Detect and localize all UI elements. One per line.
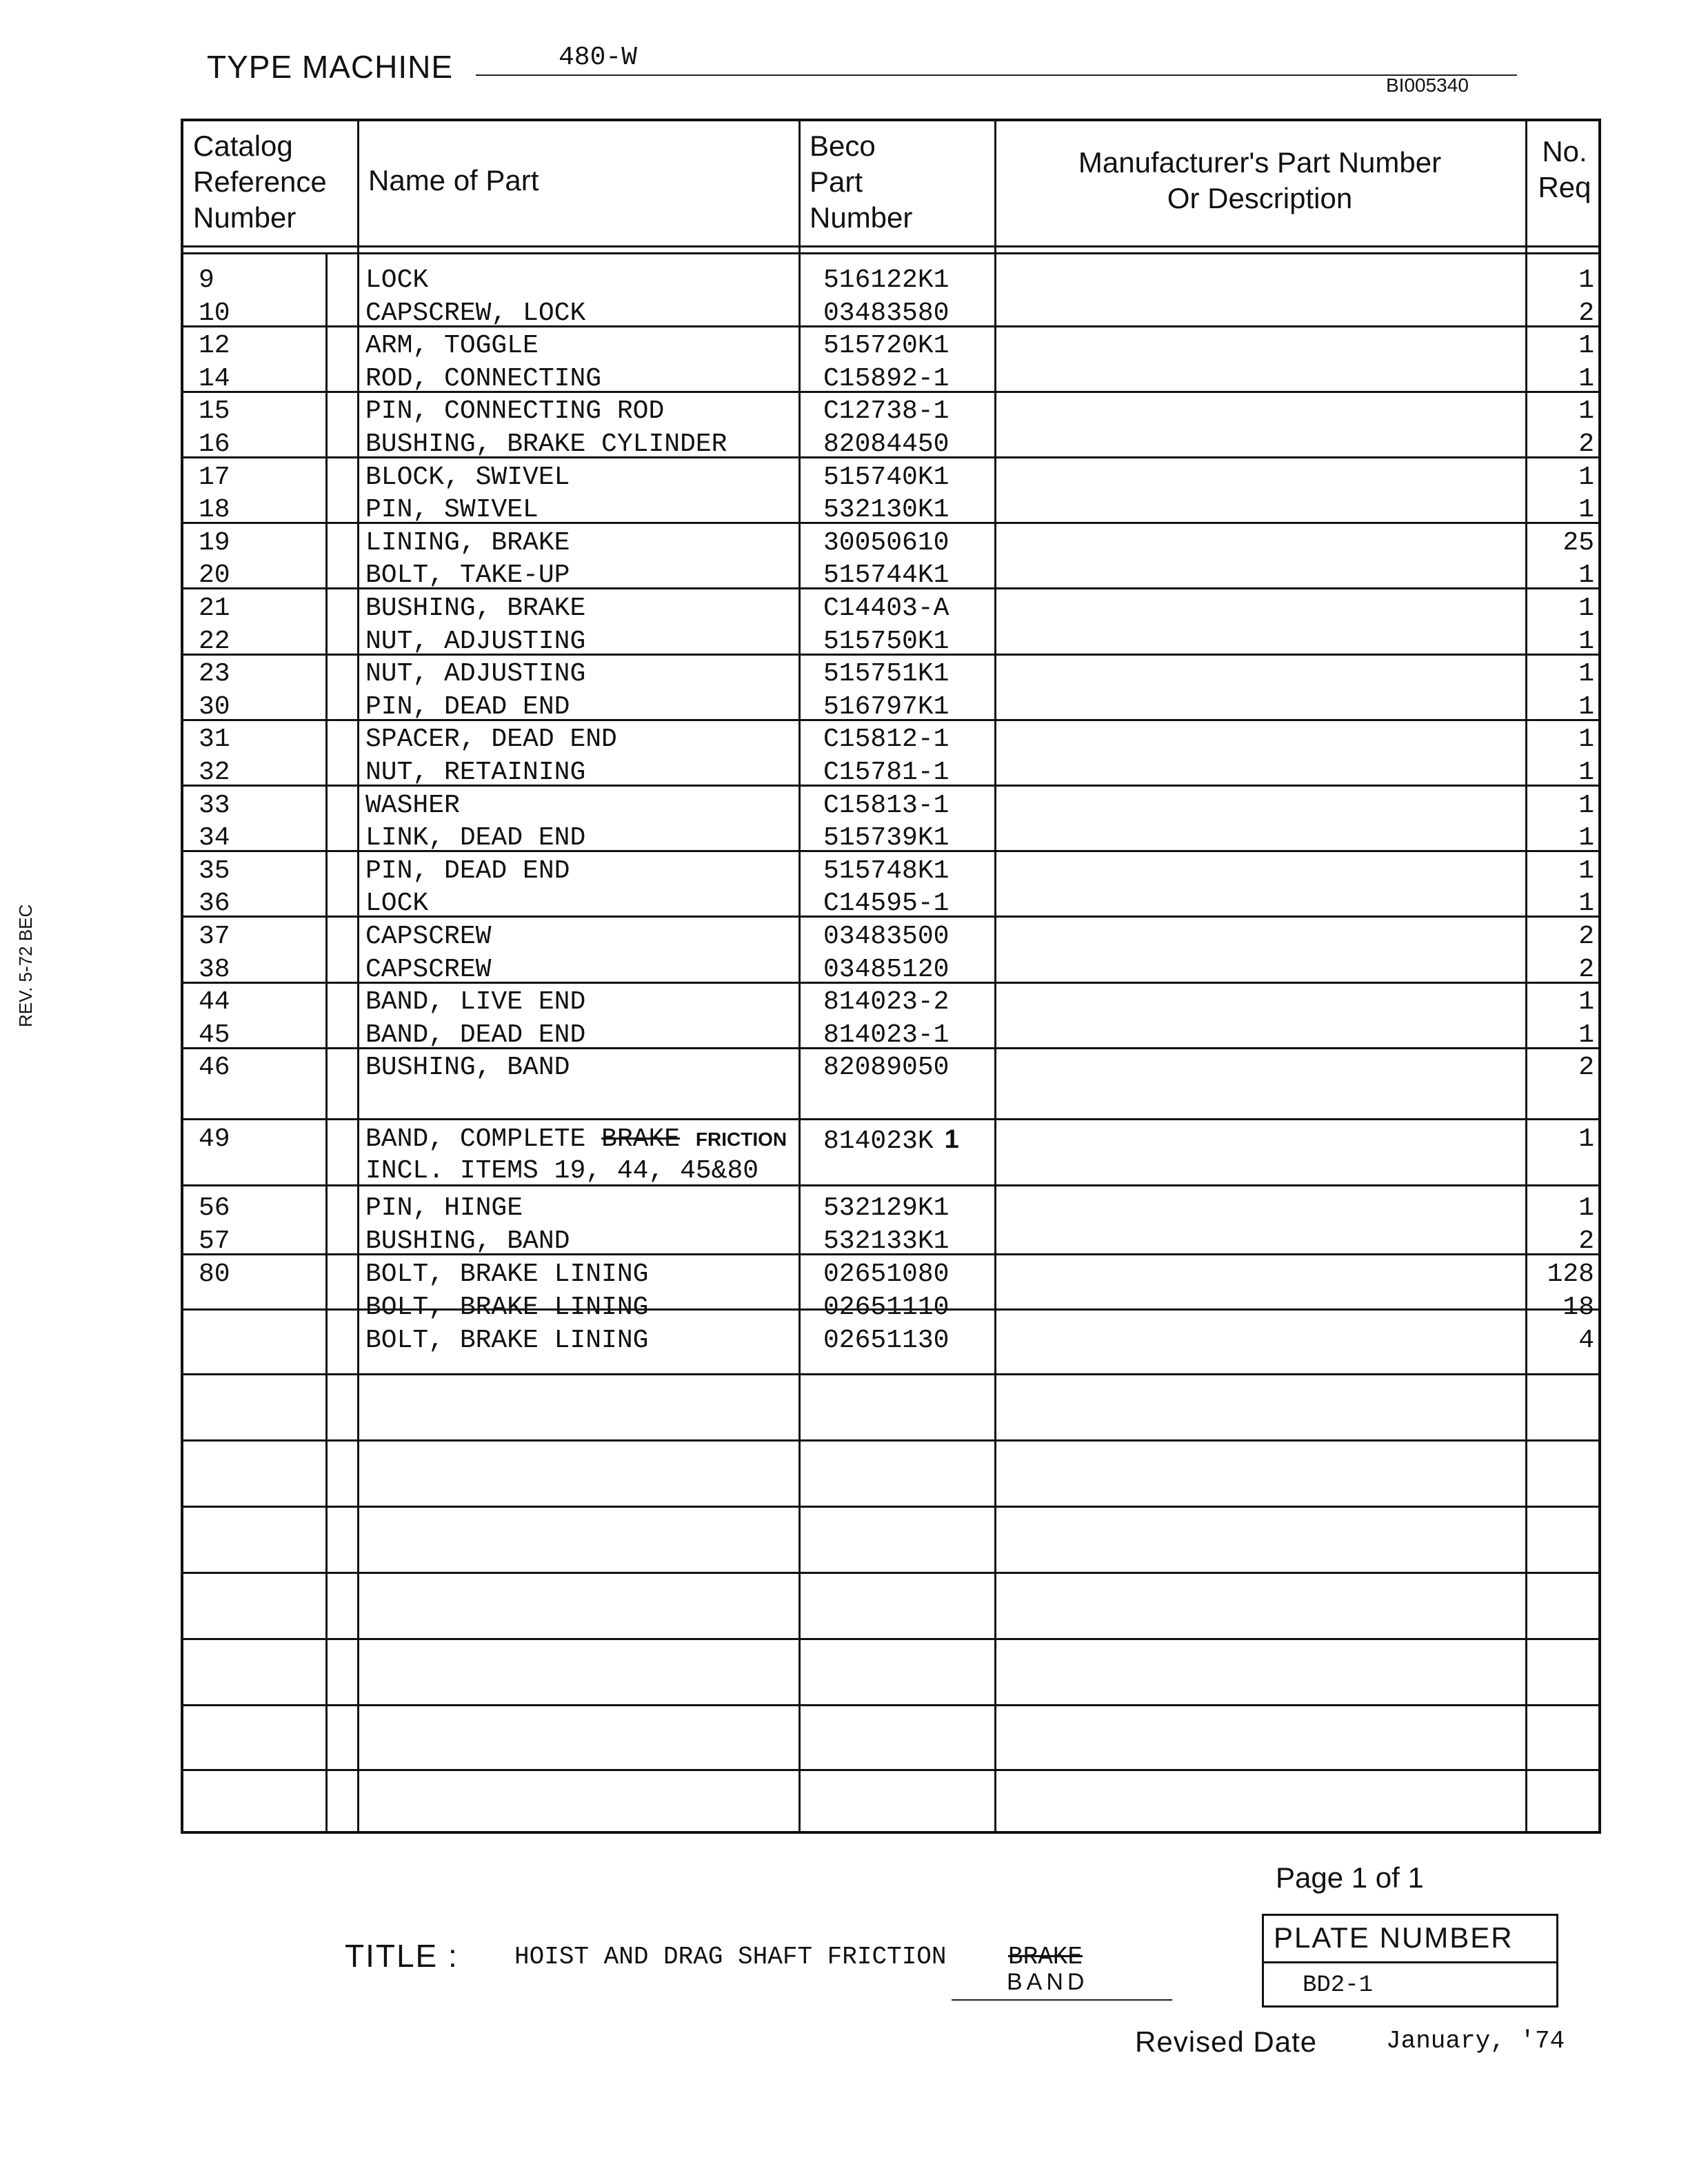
column-divider [798, 121, 801, 1831]
qty: 2 [1578, 922, 1594, 951]
part-name-line2: INCL. ITEMS 19, 44, 45&80 [365, 1156, 759, 1186]
part-name: LINK, DEAD END [365, 823, 586, 853]
ref-number: 80 [199, 1260, 230, 1289]
plate-divider [1264, 1961, 1556, 1963]
title-value: HOIST AND DRAG SHAFT FRICTION [514, 1943, 947, 1971]
qty: 1 [1578, 1193, 1594, 1223]
part-name: LINING, BRAKE [365, 527, 570, 558]
part-name: PIN, HINGE [365, 1193, 523, 1223]
part-name: BUSHING, BRAKE CYLINDER [365, 429, 727, 459]
row-rule [183, 522, 1598, 524]
qty: 2 [1578, 1226, 1594, 1256]
row-rule [183, 1308, 1598, 1311]
margin-revision-note: REV. 5-72 BEC [15, 904, 36, 1027]
title-handwritten-correction: BAND [1007, 1969, 1089, 1995]
column-divider [1525, 121, 1527, 1831]
ref-number: 10 [199, 298, 230, 328]
part-number: C15892-1 [823, 363, 950, 394]
ref-number: 49 [199, 1124, 230, 1154]
part-name: CAPSCREW [365, 954, 492, 984]
ref-number: 14 [199, 363, 230, 394]
part-number: 515739K1 [823, 823, 950, 853]
column-divider [325, 252, 328, 1831]
row-rule [183, 1704, 1598, 1706]
row-rule [183, 1253, 1598, 1255]
ref-number: 31 [199, 725, 230, 755]
part-number: 814023-1 [823, 1020, 950, 1050]
qty: 1 [1578, 396, 1594, 427]
qty: 1 [1578, 265, 1594, 295]
qty: 1 [1578, 1124, 1594, 1154]
qty: 2 [1578, 954, 1594, 984]
part-number: 515750K1 [823, 626, 950, 656]
part-number: 82084450 [823, 429, 950, 459]
row-rule [183, 654, 1598, 656]
row-rule [183, 1118, 1598, 1120]
title-struck-word: BRAKE [1008, 1943, 1083, 1971]
qty: 1 [1578, 987, 1594, 1018]
qty: 4 [1578, 1326, 1594, 1355]
part-name: BAND, LIVE END [365, 987, 586, 1018]
row-rule [183, 325, 1598, 327]
plate-number-label: PLATE NUMBER [1274, 1921, 1514, 1954]
part-number: 814023-2 [823, 987, 950, 1018]
header-rule [183, 245, 1598, 247]
part-number: 02651080 [823, 1260, 950, 1289]
title-underline [952, 1999, 1172, 2001]
header-rule [183, 252, 1598, 254]
ref-number: 32 [199, 758, 230, 787]
parts-table [181, 119, 1601, 1834]
qty: 128 [1547, 1260, 1594, 1289]
part-number: 03483500 [823, 922, 950, 951]
row-rule [183, 719, 1598, 721]
part-name: PIN, SWIVEL [365, 495, 539, 525]
column-divider [994, 121, 996, 1831]
ref-number: 9 [199, 265, 214, 295]
part-name: BOLT, BRAKE LINING [365, 1260, 649, 1289]
handwritten-correction: FRICTION [695, 1129, 787, 1150]
header-beco: Beco Part Number [810, 130, 913, 234]
part-number: 82089050 [823, 1053, 950, 1083]
qty: 1 [1578, 626, 1594, 656]
qty: 1 [1578, 691, 1594, 722]
part-name: BUSHING, BAND [365, 1226, 570, 1256]
ref-number: 44 [199, 987, 230, 1018]
row-rule [183, 456, 1598, 458]
part-number: C15781-1 [823, 758, 950, 787]
part-number: 03485120 [823, 954, 950, 984]
part-name: CAPSCREW [365, 922, 492, 951]
ref-number: 35 [199, 856, 230, 886]
row-rule [183, 1572, 1598, 1574]
ref-number: 20 [199, 560, 230, 591]
part-number: C12738-1 [823, 396, 950, 427]
header-qty: No. Req [1538, 135, 1591, 203]
part-number: 814023K 1 [823, 1125, 959, 1156]
row-rule [183, 1047, 1598, 1049]
header-manufacturer: Manufacturer's Part Number Or Description [1078, 146, 1442, 214]
part-name: WASHER [365, 790, 460, 820]
ref-number: 34 [199, 823, 230, 853]
row-rule [183, 1638, 1598, 1640]
qty: 2 [1578, 1053, 1594, 1083]
plate-number-box [1262, 1914, 1558, 2008]
part-number: 516797K1 [823, 691, 950, 722]
qty: 1 [1578, 725, 1594, 755]
ref-number: 38 [199, 954, 230, 984]
qty: 18 [1563, 1293, 1594, 1322]
part-name: BUSHING, BRAKE [365, 594, 586, 623]
type-machine-value: 480-W [559, 43, 638, 72]
ref-number: 46 [199, 1053, 230, 1083]
ref-number: 17 [199, 462, 230, 492]
ref-number: 21 [199, 594, 230, 623]
part-name: NUT, RETAINING [365, 758, 586, 787]
row-rule [183, 916, 1598, 918]
part-name: BAND, COMPLETE BRAKE FRICTION [365, 1124, 787, 1154]
revised-date-label: Revised Date [1135, 2025, 1318, 2058]
part-number: 515720K1 [823, 331, 950, 361]
row-rule [183, 1439, 1598, 1442]
row-rule [183, 391, 1598, 393]
ref-number: 37 [199, 922, 230, 951]
part-name: BAND, DEAD END [365, 1020, 586, 1050]
part-name: BOLT, TAKE-UP [365, 560, 570, 591]
ref-number: 18 [199, 495, 230, 525]
header-name: Name of Part [368, 164, 539, 196]
part-number: 30050610 [823, 527, 950, 558]
plate-number-value: BD2-1 [1303, 1972, 1374, 1999]
column-divider [357, 121, 359, 1831]
title-label: TITLE : [345, 1938, 459, 1974]
part-number: 515748K1 [823, 856, 950, 886]
ref-number: 23 [199, 659, 230, 689]
type-machine-underline [476, 74, 1517, 76]
part-name: PIN, CONNECTING ROD [365, 396, 665, 427]
qty: 1 [1578, 495, 1594, 525]
qty: 1 [1578, 1020, 1594, 1050]
part-name: NUT, ADJUSTING [365, 659, 586, 689]
part-name: PIN, DEAD END [365, 856, 570, 886]
qty: 1 [1578, 758, 1594, 787]
part-number: C14595-1 [823, 889, 950, 919]
part-name: SPACER, DEAD END [365, 725, 617, 755]
qty: 1 [1578, 790, 1594, 820]
part-name: NUT, ADJUSTING [365, 626, 586, 656]
qty: 1 [1578, 594, 1594, 623]
part-name: BOLT, BRAKE LINING [365, 1326, 649, 1355]
qty: 1 [1578, 889, 1594, 919]
document-id: BI005340 [1386, 74, 1469, 96]
part-number: 516122K1 [823, 265, 950, 295]
row-rule [183, 785, 1598, 787]
row-rule [183, 1373, 1598, 1375]
part-number: C15813-1 [823, 790, 950, 820]
ref-number: 15 [199, 396, 230, 427]
part-name: BLOCK, SWIVEL [365, 462, 570, 492]
handwritten-part-suffix: 1 [944, 1125, 959, 1154]
ref-number: 57 [199, 1226, 230, 1256]
part-name: LOCK [365, 889, 429, 919]
part-name: LOCK [365, 265, 429, 295]
qty: 2 [1578, 429, 1594, 459]
part-number: 02651130 [823, 1326, 950, 1355]
part-number: 515740K1 [823, 462, 950, 492]
part-name: CAPSCREW, LOCK [365, 298, 586, 328]
qty: 2 [1578, 298, 1594, 328]
ref-number: 22 [199, 626, 230, 656]
type-machine-label: TYPE MACHINE [207, 49, 454, 85]
qty: 1 [1578, 659, 1594, 689]
row-rule [183, 982, 1598, 984]
ref-number: 16 [199, 429, 230, 459]
ref-number: 12 [199, 331, 230, 361]
qty: 1 [1578, 560, 1594, 591]
part-number: 02651110 [823, 1293, 950, 1322]
part-number: 515751K1 [823, 659, 950, 689]
part-name: ARM, TOGGLE [365, 331, 539, 361]
revised-date-value: January, '74 [1386, 2027, 1565, 2055]
row-rule [183, 1769, 1598, 1771]
ref-number: 45 [199, 1020, 230, 1050]
qty: 1 [1578, 856, 1594, 886]
part-name: PIN, DEAD END [365, 691, 570, 722]
part-number: C14403-A [823, 594, 950, 623]
part-name: BOLT, BRAKE LINING [365, 1293, 649, 1322]
part-number: 03483580 [823, 298, 950, 328]
header-catalog: Catalog Reference Number [193, 130, 327, 234]
qty: 1 [1578, 823, 1594, 853]
part-name: BUSHING, BAND [365, 1053, 570, 1083]
qty: 25 [1563, 527, 1594, 558]
ref-number: 33 [199, 790, 230, 820]
part-name: ROD, CONNECTING [365, 363, 602, 394]
part-number: 532129K1 [823, 1193, 950, 1223]
part-number: 532133K1 [823, 1226, 950, 1256]
struck-word: BRAKE [601, 1124, 681, 1154]
part-number: 532130K1 [823, 495, 950, 525]
page-number: Page 1 of 1 [1276, 1861, 1424, 1894]
part-number: 515744K1 [823, 560, 950, 591]
row-rule [183, 850, 1598, 852]
ref-number: 30 [199, 691, 230, 722]
ref-number: 19 [199, 527, 230, 558]
row-rule [183, 1506, 1598, 1508]
qty: 1 [1578, 462, 1594, 492]
row-rule [183, 587, 1598, 589]
ref-number: 56 [199, 1193, 230, 1223]
qty: 1 [1578, 363, 1594, 394]
qty: 1 [1578, 331, 1594, 361]
ref-number: 36 [199, 889, 230, 919]
part-number: C15812-1 [823, 725, 950, 755]
